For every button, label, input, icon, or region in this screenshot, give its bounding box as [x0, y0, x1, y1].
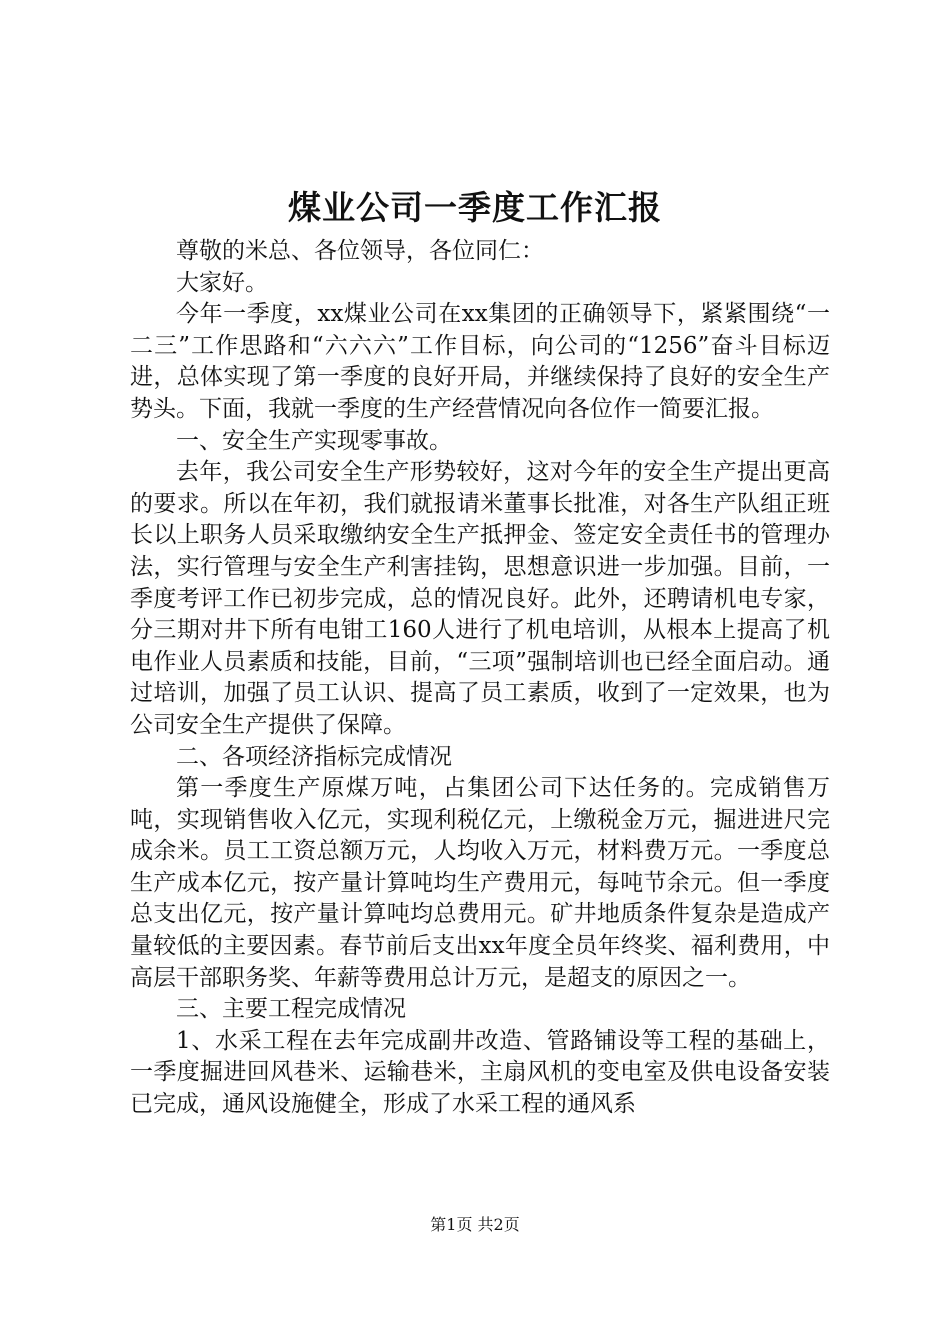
greeting-paragraph: 大家好。	[176, 269, 268, 296]
document-body	[130, 236, 830, 1121]
projects-paragraph: 1、水采工程在去年完成副井改造、管路铺设等工程的基础上，一季度掘进回风巷米、运输巷米，主扇风机的变电室及供电设备安装已完成，通风设施健全，形成了水采工程的通风系	[130, 1027, 830, 1118]
document-title: 煤业公司一季度工作汇报	[288, 188, 662, 227]
page-number-footer: 第1页 共2页	[430, 1215, 520, 1234]
safety-paragraph: 去年，我公司安全生产形势较好，这对今年的安全生产提出更高的要求。所以在年初，我们就报请米董事长批准，对各生产队组正班长以上职务人员采取缴纳安全生产抵押金、签定安全责任书的管理办法，实行管理与安全生产利害挂钩，思想意识进一步加强。目前，一季度考评工作已初步完成，总的情况良好。此外，还聘请机电专家，分三期对井下所有电钳工160人进行了机电培训，从根本上提高了机电作业人员素质和技能，目前，“三项”强制培训也已经全面启动。通过培训，加强了员工认识、提高了员工素质，收到了一定效果，也为公司安全生产提供了保障。	[130, 459, 830, 738]
section-heading-economics: 二、各项经济指标完成情况	[176, 743, 452, 770]
intro-paragraph: 今年一季度，xx煤业公司在xx集团的正确领导下，紧紧围绕“一二三”工作思路和“六六六”工作目标，向公司的“1256”奋斗目标迈进，总体实现了第一季度的良好开局，并继续保持了良好的安全生产势头。下面，我就一季度的生产经营情况向各位作一简要汇报。	[130, 301, 830, 422]
salutation-paragraph: 尊敬的米总、各位领导，各位同仁：	[176, 238, 544, 264]
section-heading-projects: 三、主要工程完成情况	[176, 996, 406, 1023]
section-heading-safety: 一、安全生产实现零事故。	[176, 427, 452, 454]
economics-paragraph: 第一季度生产原煤万吨，占集团公司下达任务的。完成销售万吨，实现销售收入亿元，实现利税亿元，上缴税金万元，掘进进尺完成余米。员工工资总额万元，人均收入万元，材料费万元。一季度总生产成本亿元，按产量计算吨均生产费用元，每吨节余元。但一季度总支出亿元，按产量计算吨均总费用元。矿井地质条件复杂是造成产量较低的主要因素。春节前后支出xx年度全员年终奖、福利费用，中高层干部职务奖、年薪等费用总计万元，是超支的原因之一。	[130, 775, 830, 991]
